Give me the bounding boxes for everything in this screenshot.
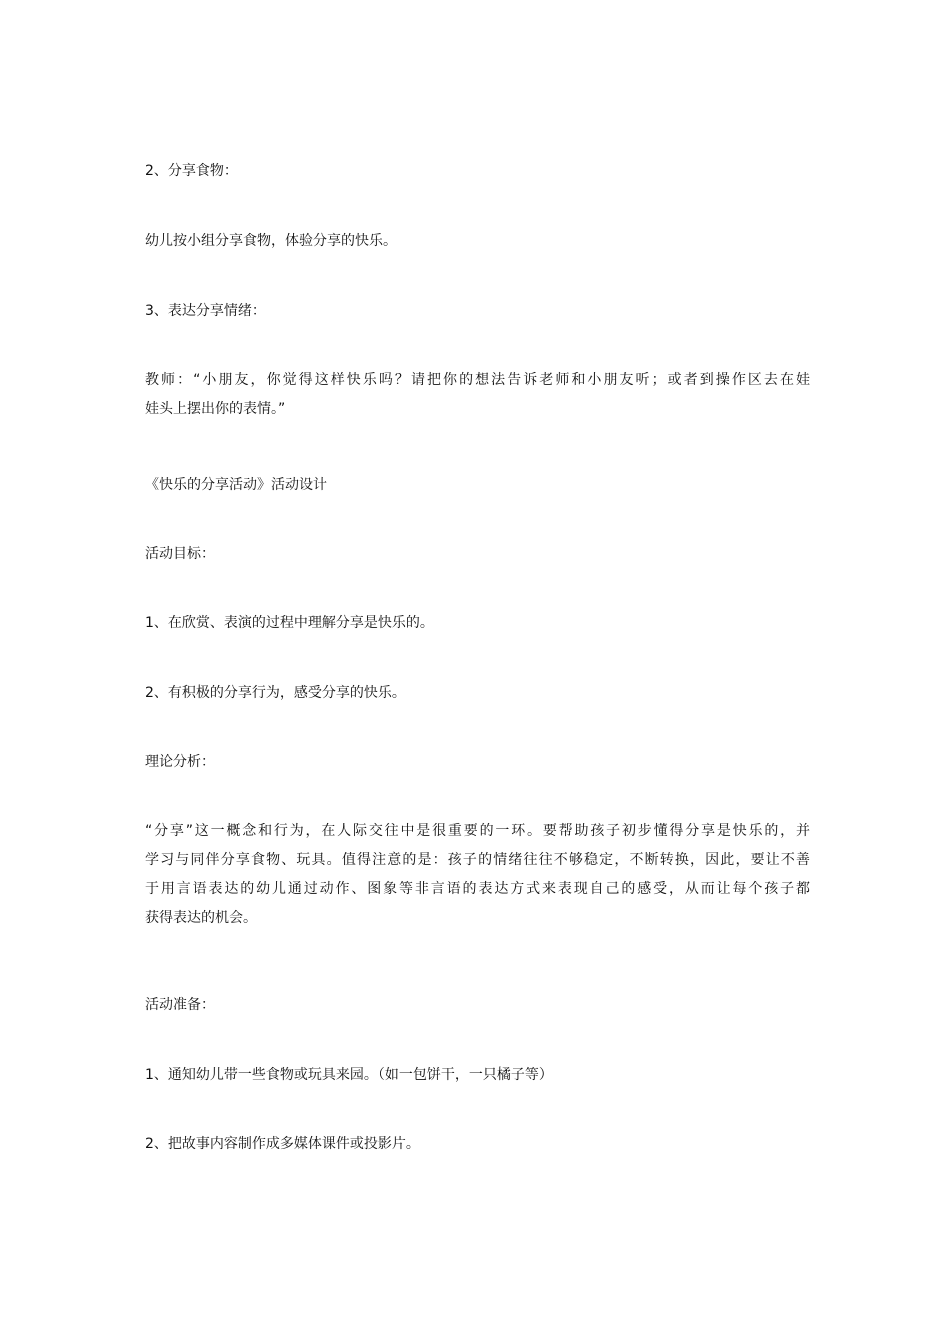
text-line: 幼儿按小组分享食物，体验分享的快乐。 [145, 233, 397, 249]
document-title [145, 471, 810, 500]
text-line: 2、分享食物： [145, 163, 238, 179]
text-line: 学习与同伴分享食物、玩具。值得注意的是：孩子的情绪往往不够稳定，不断转换，因此，要让不善 [145, 852, 810, 868]
text-line: 理论分析： [145, 754, 215, 770]
goal-item-1 [145, 609, 810, 638]
prep-item-1 [145, 1061, 810, 1090]
section-heading-express-emotion [145, 297, 810, 326]
text-line: 于用言语表达的幼儿通过动作、图象等非言语的表达方式来表现自己的感受，从而让每个孩子都 [145, 881, 810, 897]
section-heading-theory-analysis [145, 748, 810, 777]
paragraph-teacher-prompt [145, 366, 810, 424]
text-line: “分享”这一概念和行为，在人际交往中是很重要的一环。要帮助孩子初步懂得分享是快乐的，并 [145, 823, 810, 839]
section-heading-activity-prep [145, 991, 810, 1020]
text-line: 《快乐的分享活动》活动设计 [145, 477, 327, 493]
prep-item-2 [145, 1130, 810, 1159]
text-line: 2、把故事内容制作成多媒体课件或投影片。 [145, 1136, 420, 1152]
section-heading-share-food [145, 157, 810, 186]
paragraph-theory-analysis [145, 817, 810, 933]
goal-item-2 [145, 679, 810, 708]
text-line: 活动目标： [145, 546, 215, 562]
text-line: 3、表达分享情绪： [145, 303, 266, 319]
text-line: 娃头上摆出你的表情。” [145, 401, 286, 417]
text-line: 2、有积极的分享行为，感受分享的快乐。 [145, 685, 406, 701]
text-line: 1、在欣赏、表演的过程中理解分享是快乐的。 [145, 615, 434, 631]
text-line: 活动准备： [145, 997, 215, 1013]
text-line: 教师：“小朋友，你觉得这样快乐吗？请把你的想法告诉老师和小朋友听；或者到操作区去在娃 [145, 372, 810, 388]
paragraph-share-food [145, 227, 810, 256]
section-heading-activity-goals [145, 540, 810, 569]
text-line: 1、通知幼儿带一些食物或玩具来园。（如一包饼干，一只橘子等） [145, 1067, 553, 1083]
text-line: 获得表达的机会。 [145, 910, 257, 926]
